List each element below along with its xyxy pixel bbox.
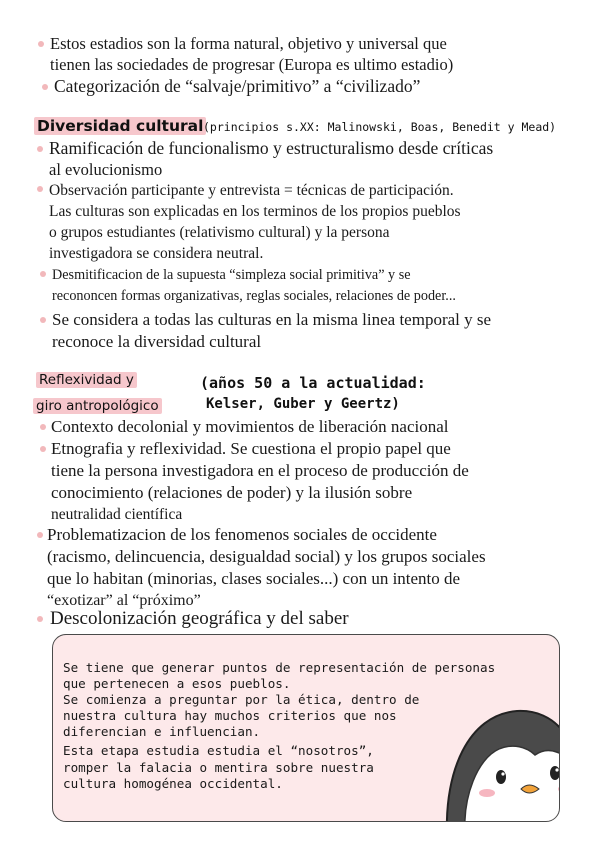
note-line: nuestra cultura hay muchos criterios que nos [63,708,397,723]
list-item-text: o grupos estudiantes (relativismo cultural) y la persona [49,224,390,241]
list-item-text: neutralidad científica [51,506,183,523]
list-item-text: que lo habitan (minorias, clases sociales...) con un intento de [47,569,461,588]
list-item-text: Descolonización geográfica y del saber [50,608,349,629]
note-line: cultura homogénea occidental. [63,776,283,791]
list-item-text: (racismo, delincuencia, desigualdad social) y los grupos sociales [47,547,486,566]
list-item-text: Observación participante y entrevista = técnicas de participación. [49,182,454,199]
section-note: (principios s.XX: Malinowski, Boas, Benedit y Mead) [203,120,557,134]
section-title-highlight: Diversidad cultural [34,117,206,135]
list-item-text: reconoce la diversidad cultural [52,332,262,351]
note-line: Se tiene que generar puntos de representación de personas [63,660,496,675]
bullet [37,146,43,152]
penguin-icon [437,693,560,822]
note-line: que pertenecen a esos pueblos. [63,676,291,691]
section-title-highlight: giro antropológico [33,398,162,414]
list-item-text: al evolucionismo [49,160,163,179]
note-line: diferencian e influencian. [63,724,261,739]
bullet [37,532,43,538]
section-title [36,372,137,388]
list-item-text: Estos estadios son la forma natural, objetivo y universal que [50,34,447,53]
list-item-text: tienen las sociedades de progresar (Europa es ultimo estadio) [50,55,454,74]
bullet [37,186,43,192]
list-item-text: “exotizar” al “próximo” [47,592,201,609]
section-note: (años 50 a la actualidad: [200,374,426,392]
list-item-text: Contexto decolonial y movimientos de liberación nacional [51,417,449,436]
list-item-text: Problematizacion de los fenomenos sociales de occidente [47,525,437,544]
list-item-text: recononcen formas organizativas, reglas sociales, relaciones de poder... [52,288,456,304]
bullet [38,41,44,47]
note-line: Esta etapa estudia estudia el “nosotros”, [63,743,374,758]
list-item-text: Las culturas son explicadas en los terminos de los propios pueblos [49,203,461,220]
section-title-highlight: Reflexividad y [36,372,137,388]
note-line: romper la falacia o mentira sobre nuestra [63,760,374,775]
list-item-text: Categorización de “salvaje/primitivo” a “civilizado” [54,76,421,96]
note-box [52,634,560,822]
list-item-text: Desmitificacion de la supuesta “simpleza social primitiva” y se [52,267,411,283]
list-item-text: conocimiento (relaciones de poder) y la ilusión sobre [51,483,413,502]
section-note: Kelser, Guber y Geertz) [206,396,400,412]
bullet [40,446,46,452]
bullet [37,616,43,622]
list-item-text: Ramificación de funcionalismo y estructuralismo desde críticas [49,138,494,158]
bullet [40,271,46,277]
bullet [40,424,46,430]
section-title [34,117,206,135]
list-item-text: Se considera a todas las culturas en la misma linea temporal y se [52,310,492,329]
bullet [40,317,46,323]
list-item-text: tiene la persona investigadora en el proceso de producción de [51,461,469,480]
list-item-text: Etnografia y reflexividad. Se cuestiona el propio papel que [51,439,451,458]
note-line: Se comienza a preguntar por la ética, dentro de [63,692,420,707]
bullet [42,84,48,90]
section-title [33,398,162,414]
list-item-text: investigadora se considera neutral. [49,245,264,262]
